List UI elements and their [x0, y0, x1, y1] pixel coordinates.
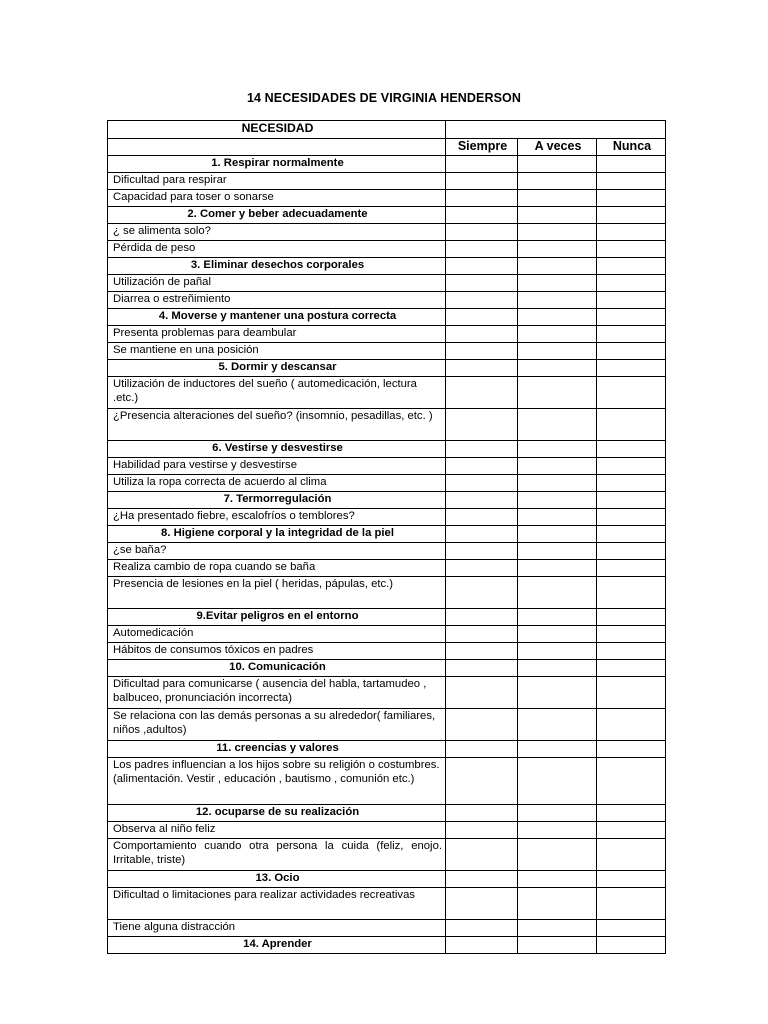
siempre-cell[interactable] — [446, 173, 518, 190]
a-veces-cell[interactable] — [518, 709, 597, 741]
category-label: 9.Evitar peligros en el entorno — [108, 609, 446, 626]
column-header-siempre: Siempre — [446, 139, 518, 156]
siempre-cell[interactable] — [446, 377, 518, 409]
siempre-cell[interactable] — [446, 343, 518, 360]
category-row — [108, 156, 666, 173]
item-label: Presencia de lesiones en la piel ( heridas, pápulas, etc.) — [108, 577, 446, 609]
table-row — [108, 643, 666, 660]
nunca-cell[interactable] — [597, 560, 666, 577]
column-header-nunca: Nunca — [597, 139, 666, 156]
nunca-cell[interactable] — [597, 326, 666, 343]
table-row — [108, 543, 666, 560]
nunca-cell[interactable] — [597, 888, 666, 920]
category-row — [108, 660, 666, 677]
item-label: Capacidad para toser o sonarse — [108, 190, 446, 207]
category-row — [108, 937, 666, 954]
nunca-cell[interactable] — [597, 609, 666, 626]
table-row — [108, 475, 666, 492]
nunca-cell[interactable] — [597, 871, 666, 888]
category-row — [108, 609, 666, 626]
need-column-header: NECESIDAD — [108, 121, 446, 139]
item-label: Presenta problemas para deambular — [108, 326, 446, 343]
nunca-cell[interactable] — [597, 822, 666, 839]
table-row — [108, 822, 666, 839]
siempre-cell[interactable] — [446, 643, 518, 660]
nunca-cell[interactable] — [597, 920, 666, 937]
nunca-cell[interactable] — [597, 156, 666, 173]
nunca-cell[interactable] — [597, 526, 666, 543]
a-veces-cell[interactable] — [518, 560, 597, 577]
siempre-cell[interactable] — [446, 560, 518, 577]
table-row — [108, 888, 666, 920]
item-label: Pérdida de peso — [108, 241, 446, 258]
item-label: Utilización de inductores del sueño ( automedicación, lectura .etc.) — [108, 377, 446, 409]
table-row — [108, 343, 666, 360]
nunca-cell[interactable] — [597, 741, 666, 758]
a-veces-cell[interactable] — [518, 207, 597, 224]
a-veces-cell[interactable] — [518, 190, 597, 207]
nunca-cell[interactable] — [597, 458, 666, 475]
siempre-cell[interactable] — [446, 475, 518, 492]
item-label: Utilización de pañal — [108, 275, 446, 292]
nunca-cell[interactable] — [597, 207, 666, 224]
nunca-cell[interactable] — [597, 643, 666, 660]
a-veces-cell[interactable] — [518, 343, 597, 360]
siempre-cell[interactable] — [446, 309, 518, 326]
a-veces-cell[interactable] — [518, 758, 597, 805]
a-veces-cell[interactable] — [518, 822, 597, 839]
a-veces-cell[interactable] — [518, 258, 597, 275]
a-veces-cell[interactable] — [518, 888, 597, 920]
siempre-cell[interactable] — [446, 241, 518, 258]
nunca-cell[interactable] — [597, 377, 666, 409]
siempre-cell[interactable] — [446, 920, 518, 937]
siempre-cell[interactable] — [446, 292, 518, 309]
siempre-cell[interactable] — [446, 409, 518, 441]
table-row — [108, 626, 666, 643]
a-veces-cell[interactable] — [518, 577, 597, 609]
item-label: Habilidad para vestirse y desvestirse — [108, 458, 446, 475]
category-label: 12. ocuparse de su realización — [108, 805, 446, 822]
a-veces-cell[interactable] — [518, 741, 597, 758]
item-label: Se mantiene en una posición — [108, 343, 446, 360]
nunca-cell[interactable] — [597, 173, 666, 190]
a-veces-cell[interactable] — [518, 360, 597, 377]
table-row — [108, 458, 666, 475]
nunca-cell[interactable] — [597, 190, 666, 207]
category-label: 14. Aprender — [108, 937, 446, 954]
a-veces-cell[interactable] — [518, 509, 597, 526]
table-row — [108, 241, 666, 258]
table-row — [108, 709, 666, 741]
nunca-cell[interactable] — [597, 677, 666, 709]
siempre-cell[interactable] — [446, 275, 518, 292]
a-veces-cell[interactable] — [518, 526, 597, 543]
a-veces-cell[interactable] — [518, 441, 597, 458]
nunca-cell[interactable] — [597, 577, 666, 609]
item-label: Dificultad para respirar — [108, 173, 446, 190]
nunca-cell[interactable] — [597, 492, 666, 509]
item-label: Hábitos de consumos tóxicos en padres — [108, 643, 446, 660]
table-row — [108, 377, 666, 409]
table-row — [108, 758, 666, 805]
siempre-cell[interactable] — [446, 626, 518, 643]
item-label: Diarrea o estreñimiento — [108, 292, 446, 309]
category-row — [108, 526, 666, 543]
siempre-cell[interactable] — [446, 526, 518, 543]
a-veces-cell[interactable] — [518, 543, 597, 560]
table-row — [108, 509, 666, 526]
a-veces-cell[interactable] — [518, 920, 597, 937]
item-label: Dificultad o limitaciones para realizar actividades recreativas — [108, 888, 446, 920]
nunca-cell[interactable] — [597, 543, 666, 560]
siempre-cell[interactable] — [446, 839, 518, 871]
a-veces-cell[interactable] — [518, 326, 597, 343]
a-veces-cell[interactable] — [518, 292, 597, 309]
a-veces-cell[interactable] — [518, 805, 597, 822]
table-row — [108, 292, 666, 309]
siempre-cell[interactable] — [446, 871, 518, 888]
table-row — [108, 173, 666, 190]
category-label: 5. Dormir y descansar — [108, 360, 446, 377]
nunca-cell[interactable] — [597, 937, 666, 954]
siempre-cell[interactable] — [446, 360, 518, 377]
nunca-cell[interactable] — [597, 292, 666, 309]
a-veces-cell[interactable] — [518, 871, 597, 888]
nunca-cell[interactable] — [597, 275, 666, 292]
a-veces-cell[interactable] — [518, 275, 597, 292]
category-row — [108, 441, 666, 458]
table-row — [108, 275, 666, 292]
siempre-cell[interactable] — [446, 543, 518, 560]
nunca-cell[interactable] — [597, 660, 666, 677]
siempre-cell[interactable] — [446, 441, 518, 458]
header-blank — [446, 121, 666, 139]
a-veces-cell[interactable] — [518, 173, 597, 190]
siempre-cell[interactable] — [446, 805, 518, 822]
nunca-cell[interactable] — [597, 224, 666, 241]
nunca-cell[interactable] — [597, 839, 666, 871]
siempre-cell[interactable] — [446, 758, 518, 805]
a-veces-cell[interactable] — [518, 224, 597, 241]
a-veces-cell[interactable] — [518, 475, 597, 492]
nunca-cell[interactable] — [597, 258, 666, 275]
siempre-cell[interactable] — [446, 258, 518, 275]
needs-table — [107, 120, 666, 954]
siempre-cell[interactable] — [446, 937, 518, 954]
siempre-cell[interactable] — [446, 207, 518, 224]
a-veces-cell[interactable] — [518, 937, 597, 954]
category-label: 10. Comunicación — [108, 660, 446, 677]
header-blank-cell — [108, 139, 446, 156]
item-label: Automedicación — [108, 626, 446, 643]
nunca-cell[interactable] — [597, 709, 666, 741]
item-label: Los padres influencian a los hijos sobre su religión o costumbres. (alimentación. Vestir , educación , bautismo , comunión etc.) — [108, 758, 446, 805]
nunca-cell[interactable] — [597, 309, 666, 326]
siempre-cell[interactable] — [446, 224, 518, 241]
item-label: Tiene alguna distracción — [108, 920, 446, 937]
a-veces-cell[interactable] — [518, 241, 597, 258]
category-label: 11. creencias y valores — [108, 741, 446, 758]
a-veces-cell[interactable] — [518, 156, 597, 173]
item-label: Realiza cambio de ropa cuando se baña — [108, 560, 446, 577]
category-label: 4. Moverse y mantener una postura correcta — [108, 309, 446, 326]
siempre-cell[interactable] — [446, 677, 518, 709]
category-label: 7. Termorregulación — [108, 492, 446, 509]
category-label: 3. Eliminar desechos corporales — [108, 258, 446, 275]
siempre-cell[interactable] — [446, 709, 518, 741]
a-veces-cell[interactable] — [518, 492, 597, 509]
table-row — [108, 560, 666, 577]
table-row — [108, 677, 666, 709]
siempre-cell[interactable] — [446, 458, 518, 475]
header-row-options — [108, 139, 666, 156]
siempre-cell[interactable] — [446, 509, 518, 526]
siempre-cell[interactable] — [446, 822, 518, 839]
siempre-cell[interactable] — [446, 660, 518, 677]
item-label: Dificultad para comunicarse ( ausencia del habla, tartamudeo , balbuceo, pronunciación incorrecta) — [108, 677, 446, 709]
item-label: ¿ se alimenta solo? — [108, 224, 446, 241]
item-label: Observa al niño feliz — [108, 822, 446, 839]
siempre-cell[interactable] — [446, 492, 518, 509]
a-veces-cell[interactable] — [518, 377, 597, 409]
nunca-cell[interactable] — [597, 241, 666, 258]
nunca-cell[interactable] — [597, 360, 666, 377]
table-row — [108, 224, 666, 241]
a-veces-cell[interactable] — [518, 839, 597, 871]
item-label: ¿Presencia alteraciones del sueño? (insomnio, pesadillas, etc. ) — [108, 409, 446, 441]
siempre-cell[interactable] — [446, 190, 518, 207]
table-row — [108, 920, 666, 937]
category-row — [108, 258, 666, 275]
category-row — [108, 309, 666, 326]
a-veces-cell[interactable] — [518, 660, 597, 677]
a-veces-cell[interactable] — [518, 409, 597, 441]
a-veces-cell[interactable] — [518, 458, 597, 475]
category-row — [108, 805, 666, 822]
item-label: Comportamiento cuando otra persona la cuida (feliz, enojo. Irritable, triste) — [108, 839, 446, 871]
category-label: 13. Ocio — [108, 871, 446, 888]
nunca-cell[interactable] — [597, 509, 666, 526]
category-label: 2. Comer y beber adecuadamente — [108, 207, 446, 224]
item-label: Utiliza la ropa correcta de acuerdo al clima — [108, 475, 446, 492]
nunca-cell[interactable] — [597, 409, 666, 441]
category-label: 6. Vestirse y desvestirse — [108, 441, 446, 458]
siempre-cell[interactable] — [446, 577, 518, 609]
table-row — [108, 326, 666, 343]
a-veces-cell[interactable] — [518, 309, 597, 326]
table-row — [108, 409, 666, 441]
category-row — [108, 207, 666, 224]
document-title: 14 NECESIDADES DE VIRGINIA HENDERSON — [246, 91, 522, 105]
item-label: Se relaciona con las demás personas a su alrededor( familiares, niños ,adultos) — [108, 709, 446, 741]
a-veces-cell[interactable] — [518, 643, 597, 660]
siempre-cell[interactable] — [446, 609, 518, 626]
a-veces-cell[interactable] — [518, 609, 597, 626]
nunca-cell[interactable] — [597, 475, 666, 492]
category-row — [108, 741, 666, 758]
header-row-top — [108, 121, 666, 139]
nunca-cell[interactable] — [597, 805, 666, 822]
nunca-cell[interactable] — [597, 626, 666, 643]
category-row — [108, 360, 666, 377]
category-row — [108, 492, 666, 509]
category-row — [108, 871, 666, 888]
siempre-cell[interactable] — [446, 888, 518, 920]
category-label: 8. Higiene corporal y la integridad de la piel — [108, 526, 446, 543]
siempre-cell[interactable] — [446, 156, 518, 173]
column-header-a-veces: A veces — [518, 139, 597, 156]
nunca-cell[interactable] — [597, 343, 666, 360]
a-veces-cell[interactable] — [518, 626, 597, 643]
nunca-cell[interactable] — [597, 441, 666, 458]
siempre-cell[interactable] — [446, 326, 518, 343]
table-row — [108, 577, 666, 609]
table-row — [108, 190, 666, 207]
siempre-cell[interactable] — [446, 741, 518, 758]
table-row — [108, 839, 666, 871]
item-label: ¿se baña? — [108, 543, 446, 560]
nunca-cell[interactable] — [597, 758, 666, 805]
category-label: 1. Respirar normalmente — [108, 156, 446, 173]
item-label: ¿Ha presentado fiebre, escalofríos o temblores? — [108, 509, 446, 526]
a-veces-cell[interactable] — [518, 677, 597, 709]
